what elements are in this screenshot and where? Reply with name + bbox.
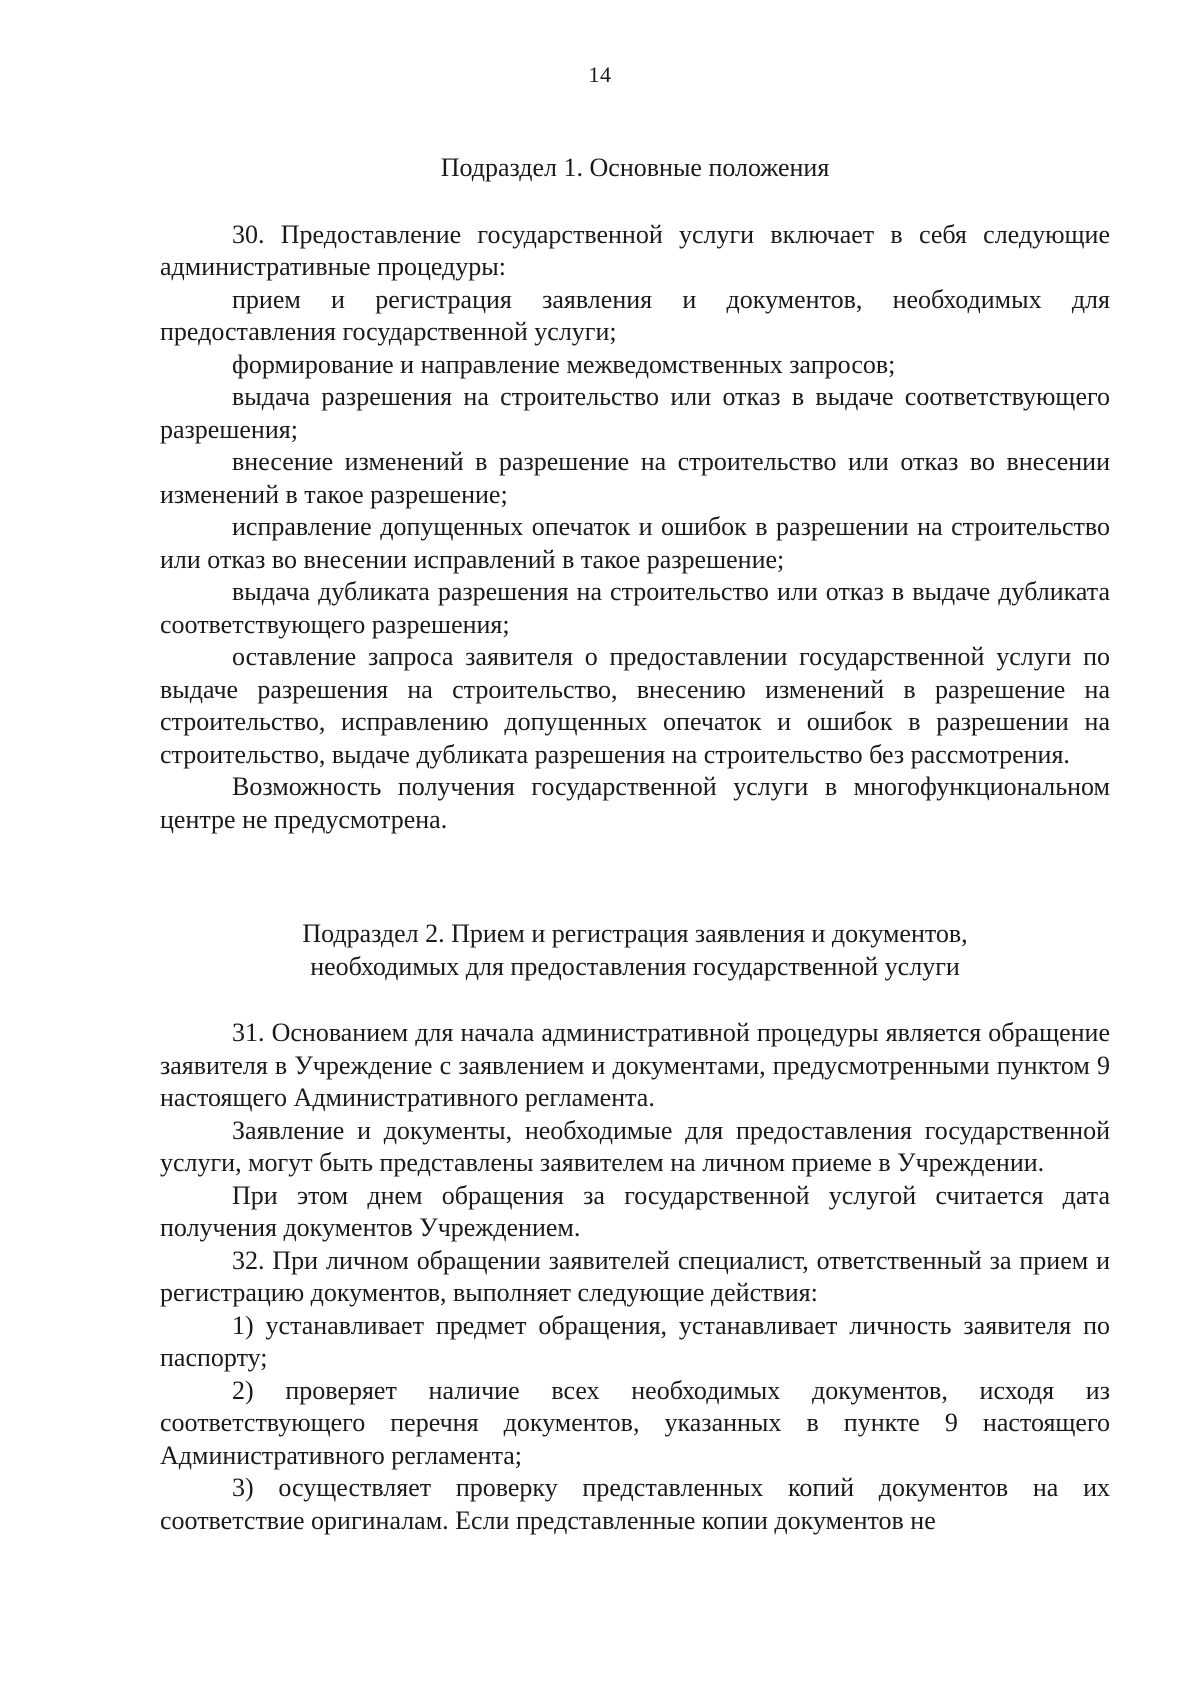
list-item-procedure: выдача дубликата разрешения на строительство или отказ в выдаче дубликата соответствующего разрешения; — [160, 577, 1110, 639]
page-number: 14 — [588, 62, 612, 87]
subsection-2 — [160, 918, 1110, 1537]
paragraph: Заявление и документы, необходимые для предоставления государственной услуги, могут быть представлены заявителем на личном приеме в Учреждении. — [160, 1115, 1110, 1177]
list-item-procedure: прием и регистрация заявления и документов, необходимых для предоставления государственной услуги; — [160, 284, 1110, 346]
subsection-1 — [160, 152, 1110, 836]
list-item-procedure: оставление запроса заявителя о предоставлении государственной услуги по выдаче разрешения на строительство, внесению изменений в разрешение на строительство, исправлению допущенных опечаток и ошибок в разрешении на строительство, выдаче дубликата разрешения на строительство без рассмотрения. — [160, 642, 1110, 769]
subsection-2-heading-line-1: Подраздел 2. Прием и регистрация заявления и документов, — [302, 919, 968, 948]
paragraph-31: 31. Основанием для начала административной процедуры является обращение заявителя в Учреждение с заявлением и документами, предусмотренными пунктом 9 настоящего Административного регламента. — [160, 1018, 1110, 1112]
list-item-action: 2) проверяет наличие всех необходимых документов, исходя из соответствующего перечня документов, указанных в пункте 9 настоящего Административного регламента; — [160, 1375, 1110, 1470]
list-item-procedure: исправление допущенных опечаток и ошибок в разрешении на строительство или отказ во внесении исправлений в такое разрешение; — [160, 512, 1110, 574]
list-item-procedure: формирование и направление межведомственных запросов; — [232, 349, 896, 379]
list-item-procedure: выдача разрешения на строительство или отказ в выдаче соответствующего разрешения; — [160, 382, 1110, 444]
paragraph-30: 30. Предоставление государственной услуги включает в себя следующие административные процедуры: — [160, 219, 1110, 281]
list-item-procedure: внесение изменений в разрешение на строительство или отказ во внесении изменений в такое разрешение; — [160, 447, 1110, 509]
subsection-2-heading-line-2: необходимых для предоставления государственной услуги — [310, 951, 960, 981]
paragraph: При этом днем обращения за государственной услугой считается дата получения документов Учреждением. — [160, 1180, 1110, 1242]
paragraph-32: 32. При личном обращении заявителей специалист, ответственный за прием и регистрацию документов, выполняет следующие действия: — [160, 1245, 1110, 1307]
list-item-action: 1) устанавливает предмет обращения, устанавливает личность заявителя по паспорту; — [160, 1310, 1110, 1372]
list-item-action: 3) осуществляет проверку представленных копий документов на их соответствие оригиналам. Если представленные копии документов не — [160, 1473, 1110, 1535]
subsection-1-heading: Подраздел 1. Основные положения — [440, 153, 830, 182]
mfc-note: Возможность получения государственной услуги в многофункциональном центре не предусмотрена. — [160, 772, 1110, 834]
